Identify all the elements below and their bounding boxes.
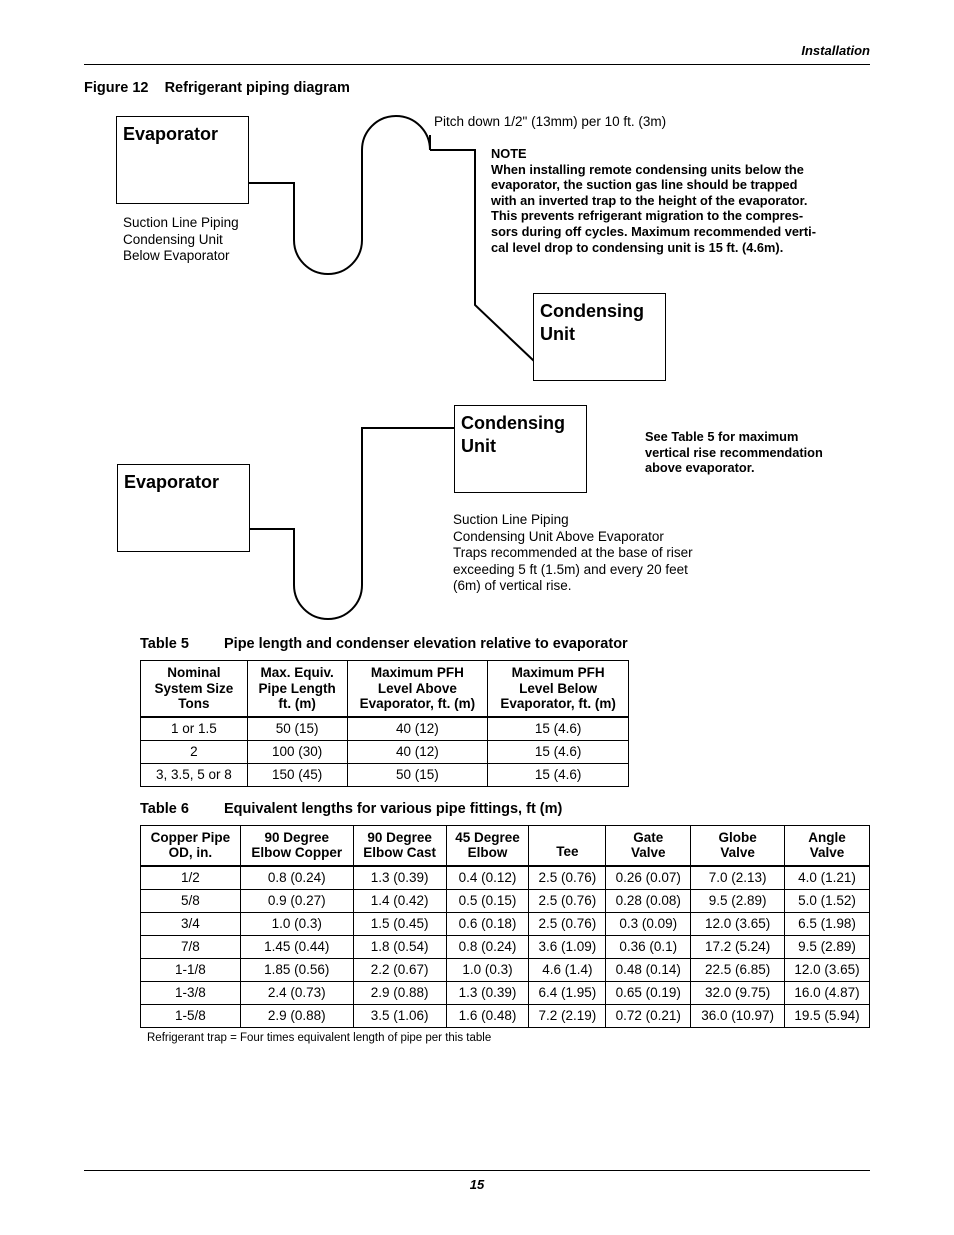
table-cell: 0.4 (0.12) <box>446 866 529 890</box>
table-cell: 15 (4.6) <box>488 740 629 763</box>
table-cell: 1.4 (0.42) <box>353 889 446 912</box>
table-cell: 16.0 (4.87) <box>785 981 870 1004</box>
table-row <box>141 740 629 763</box>
table-cell: 1.45 (0.44) <box>240 935 353 958</box>
table5-header-cell: Maximum PFH Level Below Evaporator, ft. (m) <box>488 661 629 717</box>
table-cell: 12.0 (3.65) <box>785 958 870 981</box>
table-cell: 1.0 (0.3) <box>240 912 353 935</box>
table-cell: 4.6 (1.4) <box>529 958 606 981</box>
table6-caption-number: Table 6 <box>140 801 189 817</box>
table6-header-cell: Globe Valve <box>691 826 785 866</box>
table-cell: 12.0 (3.65) <box>691 912 785 935</box>
table5-caption-number: Table 5 <box>140 636 189 652</box>
bottom-suction-description <box>453 512 693 595</box>
table-cell: 32.0 (9.75) <box>691 981 785 1004</box>
top-condensing-unit-box <box>533 293 666 381</box>
table-row <box>141 763 629 786</box>
top-condensing-unit-label: Condensing Unit <box>540 301 644 344</box>
table-cell: 36.0 (10.97) <box>691 1004 785 1027</box>
table-cell: 2 <box>141 740 248 763</box>
note-line: cal level drop to condensing unit is 15 ft. (4.6m). <box>491 239 784 255</box>
table6-header-cell: Angle Valve <box>785 826 870 866</box>
table6-header-cell: 45 Degree Elbow <box>446 826 529 866</box>
note-line: This prevents refrigerant migration to the compres- <box>491 208 804 224</box>
table-cell: 2.5 (0.76) <box>529 866 606 890</box>
table5 <box>140 660 629 787</box>
note-line: with an inverted trap to the height of the evaporator. <box>491 192 808 208</box>
table5-caption-title: Pipe length and condenser elevation relative to evaporator <box>224 636 628 652</box>
description-line: Suction Line Piping <box>453 512 569 527</box>
table-cell: 0.36 (0.1) <box>606 935 691 958</box>
table5-header-row <box>141 661 629 717</box>
installation-note <box>491 146 861 255</box>
table-cell: 1-3/8 <box>141 981 241 1004</box>
table5-header-cell: Nominal System Size Tons <box>141 661 248 717</box>
table6-header-cell: Gate Valve <box>606 826 691 866</box>
table-cell: 1.0 (0.3) <box>446 958 529 981</box>
table-cell: 2.5 (0.76) <box>529 889 606 912</box>
table-cell: 50 (15) <box>347 763 488 786</box>
table-row <box>141 912 870 935</box>
table-cell: 0.48 (0.14) <box>606 958 691 981</box>
table-cell: 5/8 <box>141 889 241 912</box>
bottom-condensing-unit-label: Condensing Unit <box>461 413 565 456</box>
table-row <box>141 717 629 741</box>
table6-header-cell: 90 Degree Elbow Copper <box>240 826 353 866</box>
table-cell: 2.9 (0.88) <box>240 1004 353 1027</box>
note-line: See Table 5 for maximum <box>645 429 799 444</box>
page-number: 15 <box>469 1177 485 1192</box>
table-cell: 7/8 <box>141 935 241 958</box>
table6 <box>140 825 870 1028</box>
bottom-condensing-unit-box <box>454 405 587 493</box>
note-line: vertical rise recommendation <box>645 444 823 460</box>
table-cell: 0.72 (0.21) <box>606 1004 691 1027</box>
top-evaporator-box <box>116 116 249 204</box>
table-cell: 6.5 (1.98) <box>785 912 870 935</box>
table-cell: 40 (12) <box>347 717 488 741</box>
table5-header-cell: Maximum PFH Level Above Evaporator, ft. (m) <box>347 661 488 717</box>
footer-rule <box>84 1170 870 1171</box>
table-cell: 1/2 <box>141 866 241 890</box>
pitch-text: Pitch down 1/2" (13mm) per 10 ft. (3m) <box>434 114 667 129</box>
table6-footnote: Refrigerant trap = Four times equivalent length of pipe per this table <box>147 1032 492 1044</box>
table-cell: 15 (4.6) <box>488 763 629 786</box>
table-cell: 1-1/8 <box>141 958 241 981</box>
table-row <box>141 866 870 890</box>
table-cell: 1-5/8 <box>141 1004 241 1027</box>
table-cell: 1.8 (0.54) <box>353 935 446 958</box>
table-cell: 0.26 (0.07) <box>606 866 691 890</box>
table-cell: 7.0 (2.13) <box>691 866 785 890</box>
table-cell: 40 (12) <box>347 740 488 763</box>
table-row <box>141 981 870 1004</box>
table-cell: 6.4 (1.95) <box>529 981 606 1004</box>
see-table-note <box>645 429 823 476</box>
top-suction-description <box>123 215 239 265</box>
figure-caption: Figure 12 Refrigerant piping diagram <box>84 80 350 96</box>
table-cell: 0.28 (0.08) <box>606 889 691 912</box>
table6-header-row <box>141 826 870 866</box>
description-line: Condensing Unit <box>123 231 223 247</box>
note-heading: NOTE <box>491 146 527 161</box>
description-line: Condensing Unit Above Evaporator <box>453 528 664 544</box>
table-cell: 3.5 (1.06) <box>353 1004 446 1027</box>
table-cell: 1.6 (0.48) <box>446 1004 529 1027</box>
table-row <box>141 935 870 958</box>
table-cell: 9.5 (2.89) <box>691 889 785 912</box>
table-cell: 1 or 1.5 <box>141 717 248 741</box>
note-line: above evaporator. <box>645 460 755 476</box>
top-evaporator-label: Evaporator <box>123 124 219 144</box>
table-cell: 0.8 (0.24) <box>446 935 529 958</box>
table-cell: 19.5 (5.94) <box>785 1004 870 1027</box>
bottom-suction-line <box>250 428 455 619</box>
table6-header-cell: Copper Pipe OD, in. <box>141 826 241 866</box>
table5-header-cell: Max. Equiv. Pipe Length ft. (m) <box>247 661 347 717</box>
table-cell: 1.85 (0.56) <box>240 958 353 981</box>
table-cell: 0.65 (0.19) <box>606 981 691 1004</box>
table-cell: 0.5 (0.15) <box>446 889 529 912</box>
table6-caption-title: Equivalent lengths for various pipe fittings, ft (m) <box>224 801 563 817</box>
table-cell: 4.0 (1.21) <box>785 866 870 890</box>
table-cell: 150 (45) <box>247 763 347 786</box>
note-line: evaporator, the suction gas line should be trapped <box>491 177 798 193</box>
table-cell: 7.2 (2.19) <box>529 1004 606 1027</box>
table-cell: 17.2 (5.24) <box>691 935 785 958</box>
note-line: When installing remote condensing units below the <box>491 161 804 177</box>
table-cell: 0.9 (0.27) <box>240 889 353 912</box>
table-cell: 3.6 (1.09) <box>529 935 606 958</box>
table6-header-cell: Tee <box>529 826 606 866</box>
table-row <box>141 958 870 981</box>
description-line: Traps recommended at the base of riser <box>453 545 693 560</box>
section-header: Installation <box>801 43 870 58</box>
table6-header-cell: 90 Degree Elbow Cast <box>353 826 446 866</box>
table-cell: 1.3 (0.39) <box>353 866 446 890</box>
description-line: Suction Line Piping <box>123 215 239 230</box>
table-cell: 3/4 <box>141 912 241 935</box>
table-cell: 100 (30) <box>247 740 347 763</box>
table-row <box>141 889 870 912</box>
table-cell: 9.5 (2.89) <box>785 935 870 958</box>
table-cell: 2.4 (0.73) <box>240 981 353 1004</box>
table-cell: 50 (15) <box>247 717 347 741</box>
table-cell: 15 (4.6) <box>488 717 629 741</box>
description-line: Below Evaporator <box>123 248 230 263</box>
table-cell: 2.2 (0.67) <box>353 958 446 981</box>
table-cell: 1.3 (0.39) <box>446 981 529 1004</box>
description-line: exceeding 5 ft (1.5m) and every 20 feet <box>453 561 688 577</box>
table-cell: 3, 3.5, 5 or 8 <box>141 763 248 786</box>
description-line: (6m) of vertical rise. <box>453 578 572 593</box>
table-cell: 2.5 (0.76) <box>529 912 606 935</box>
table-cell: 22.5 (6.85) <box>691 958 785 981</box>
bottom-evaporator-label: Evaporator <box>124 472 220 492</box>
table-cell: 0.6 (0.18) <box>446 912 529 935</box>
table-cell: 2.9 (0.88) <box>353 981 446 1004</box>
table-row <box>141 1004 870 1027</box>
table-cell: 5.0 (1.52) <box>785 889 870 912</box>
note-line: sors during off cycles. Maximum recommended verti- <box>491 223 816 239</box>
bottom-evaporator-box <box>117 464 250 552</box>
table-cell: 1.5 (0.45) <box>353 912 446 935</box>
table-cell: 0.8 (0.24) <box>240 866 353 890</box>
table-cell: 0.3 (0.09) <box>606 912 691 935</box>
